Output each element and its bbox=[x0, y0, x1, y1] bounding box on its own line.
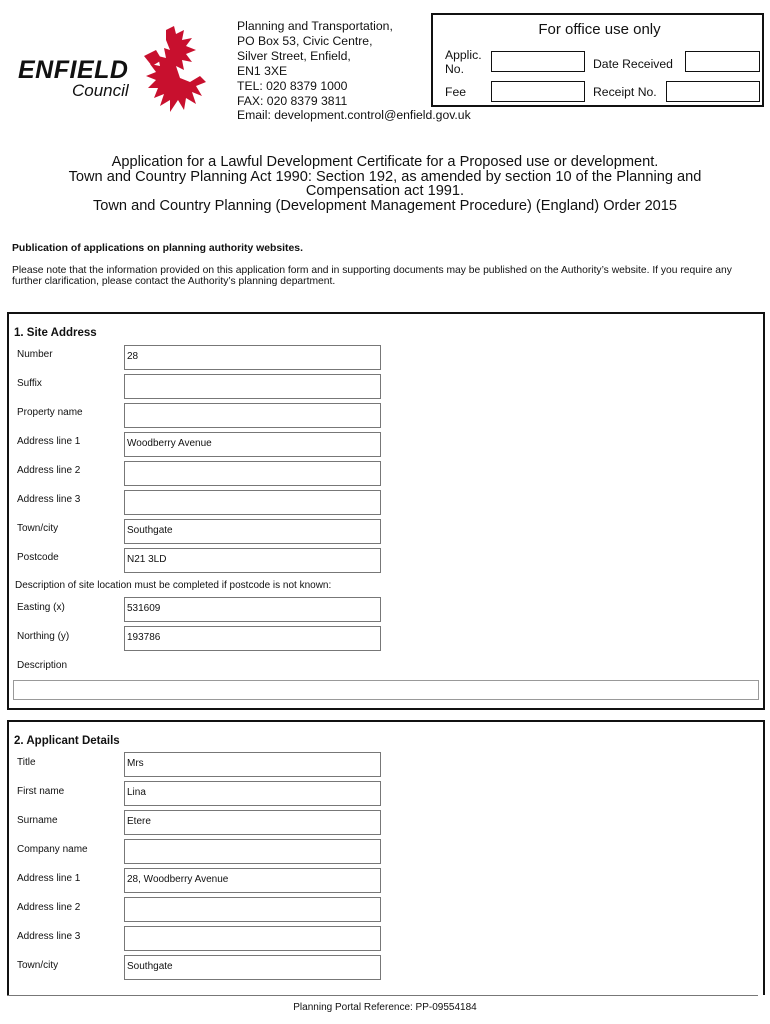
receipt-no-label: Receipt No. bbox=[593, 85, 657, 99]
description-label: Description bbox=[17, 660, 68, 671]
address-line-1-field[interactable]: Woodberry Avenue bbox=[124, 432, 381, 457]
receipt-no-field[interactable] bbox=[666, 81, 760, 102]
easting-label: Easting (x) bbox=[17, 602, 65, 613]
applicant-details-section bbox=[7, 720, 765, 995]
fee-field[interactable] bbox=[491, 81, 585, 102]
council-contact-address bbox=[237, 19, 393, 109]
applicant-town-city-label: Town/city bbox=[17, 960, 59, 971]
title-label: Title bbox=[17, 757, 36, 768]
applicant-address-line-1-label: Address line 1 bbox=[17, 873, 81, 884]
postcode-field[interactable]: N21 3LD bbox=[124, 548, 381, 573]
section-title: 1. Site Address bbox=[14, 327, 97, 339]
first-name-label: First name bbox=[17, 786, 65, 797]
office-use-title: For office use only bbox=[538, 21, 661, 38]
applicant-address-line-1-field[interactable]: 28, Woodberry Avenue bbox=[124, 868, 381, 893]
contact-line: Silver Street, Enfield, bbox=[237, 49, 351, 63]
publication-notice: Please note that the information provided on this application form and in supporting documents may be published on the Authority’s website. If you require any further clarification, please contact the Authority’s planning department. bbox=[12, 265, 732, 287]
northing-label: Northing (y) bbox=[17, 631, 70, 642]
section-title: 2. Applicant Details bbox=[14, 735, 120, 747]
date-received-field[interactable] bbox=[685, 51, 760, 72]
town-city-field[interactable]: Southgate bbox=[124, 519, 381, 544]
contact-line: EN1 3XE bbox=[237, 64, 288, 78]
address-line-3-label: Address line 3 bbox=[17, 494, 81, 505]
form-title bbox=[20, 155, 750, 213]
property-name-field[interactable] bbox=[124, 403, 381, 428]
contact-line: PO Box 53, Civic Centre, bbox=[237, 34, 373, 48]
address-line-2-label: Address line 2 bbox=[17, 465, 81, 476]
enfield-council-logo bbox=[18, 26, 208, 116]
northing-field[interactable]: 193786 bbox=[124, 626, 381, 651]
logo-wordmark: ENFIELD bbox=[18, 56, 129, 84]
suffix-field[interactable] bbox=[124, 374, 381, 399]
form-title-line: Compensation act 1991. bbox=[305, 183, 465, 199]
postcode-label: Postcode bbox=[17, 552, 59, 563]
contact-line: Planning and Transportation, bbox=[237, 19, 393, 33]
contact-email: Email: development.control@enfield.gov.uk bbox=[237, 108, 471, 122]
office-use-panel bbox=[431, 13, 764, 107]
lion-rampant-icon bbox=[136, 26, 208, 114]
description-field[interactable] bbox=[13, 680, 759, 700]
applic-no-field[interactable] bbox=[491, 51, 585, 72]
first-name-field[interactable]: Lina bbox=[124, 781, 381, 806]
publication-heading: Publication of applications on planning authority websites. bbox=[12, 243, 303, 254]
surname-field[interactable]: Etere bbox=[124, 810, 381, 835]
title-field[interactable]: Mrs bbox=[124, 752, 381, 777]
easting-field[interactable]: 531609 bbox=[124, 597, 381, 622]
address-line-3-field[interactable] bbox=[124, 490, 381, 515]
company-name-label: Company name bbox=[17, 844, 88, 855]
surname-label: Surname bbox=[17, 815, 58, 826]
address-line-1-label: Address line 1 bbox=[17, 436, 81, 447]
applic-no-label: Applic. No. bbox=[445, 48, 482, 76]
form-title-line: Town and Country Planning (Development Management Procedure) (England) Order 2015 bbox=[92, 197, 678, 214]
planning-portal-reference: Planning Portal Reference: PP-09554184 bbox=[293, 1002, 477, 1013]
site-address-section bbox=[7, 312, 765, 710]
property-name-label: Property name bbox=[17, 407, 83, 418]
date-received-label: Date Received bbox=[593, 57, 673, 71]
applicant-address-line-2-label: Address line 2 bbox=[17, 902, 81, 913]
fee-label: Fee bbox=[445, 85, 467, 99]
applicant-address-line-3-field[interactable] bbox=[124, 926, 381, 951]
address-line-2-field[interactable] bbox=[124, 461, 381, 486]
applicant-address-line-2-field[interactable] bbox=[124, 897, 381, 922]
town-city-label: Town/city bbox=[17, 523, 59, 534]
form-title-line: Application for a Lawful Development Certificate for a Proposed use or development. bbox=[111, 154, 659, 170]
applicant-town-city-field[interactable]: Southgate bbox=[124, 955, 381, 980]
footer-divider bbox=[7, 995, 758, 996]
logo-subtitle: Council bbox=[72, 81, 129, 100]
number-label: Number bbox=[17, 349, 53, 360]
location-note: Description of site location must be completed if postcode is not known: bbox=[15, 580, 332, 591]
number-field[interactable]: 28 bbox=[124, 345, 381, 370]
company-name-field[interactable] bbox=[124, 839, 381, 864]
form-title-line: Town and Country Planning Act 1990: Section 192, as amended by section 10 of the Planning and bbox=[68, 168, 702, 185]
suffix-label: Suffix bbox=[17, 378, 42, 389]
contact-fax: FAX: 020 8379 3811 bbox=[237, 94, 348, 108]
contact-phone: TEL: 020 8379 1000 bbox=[237, 79, 348, 93]
applicant-address-line-3-label: Address line 3 bbox=[17, 931, 81, 942]
